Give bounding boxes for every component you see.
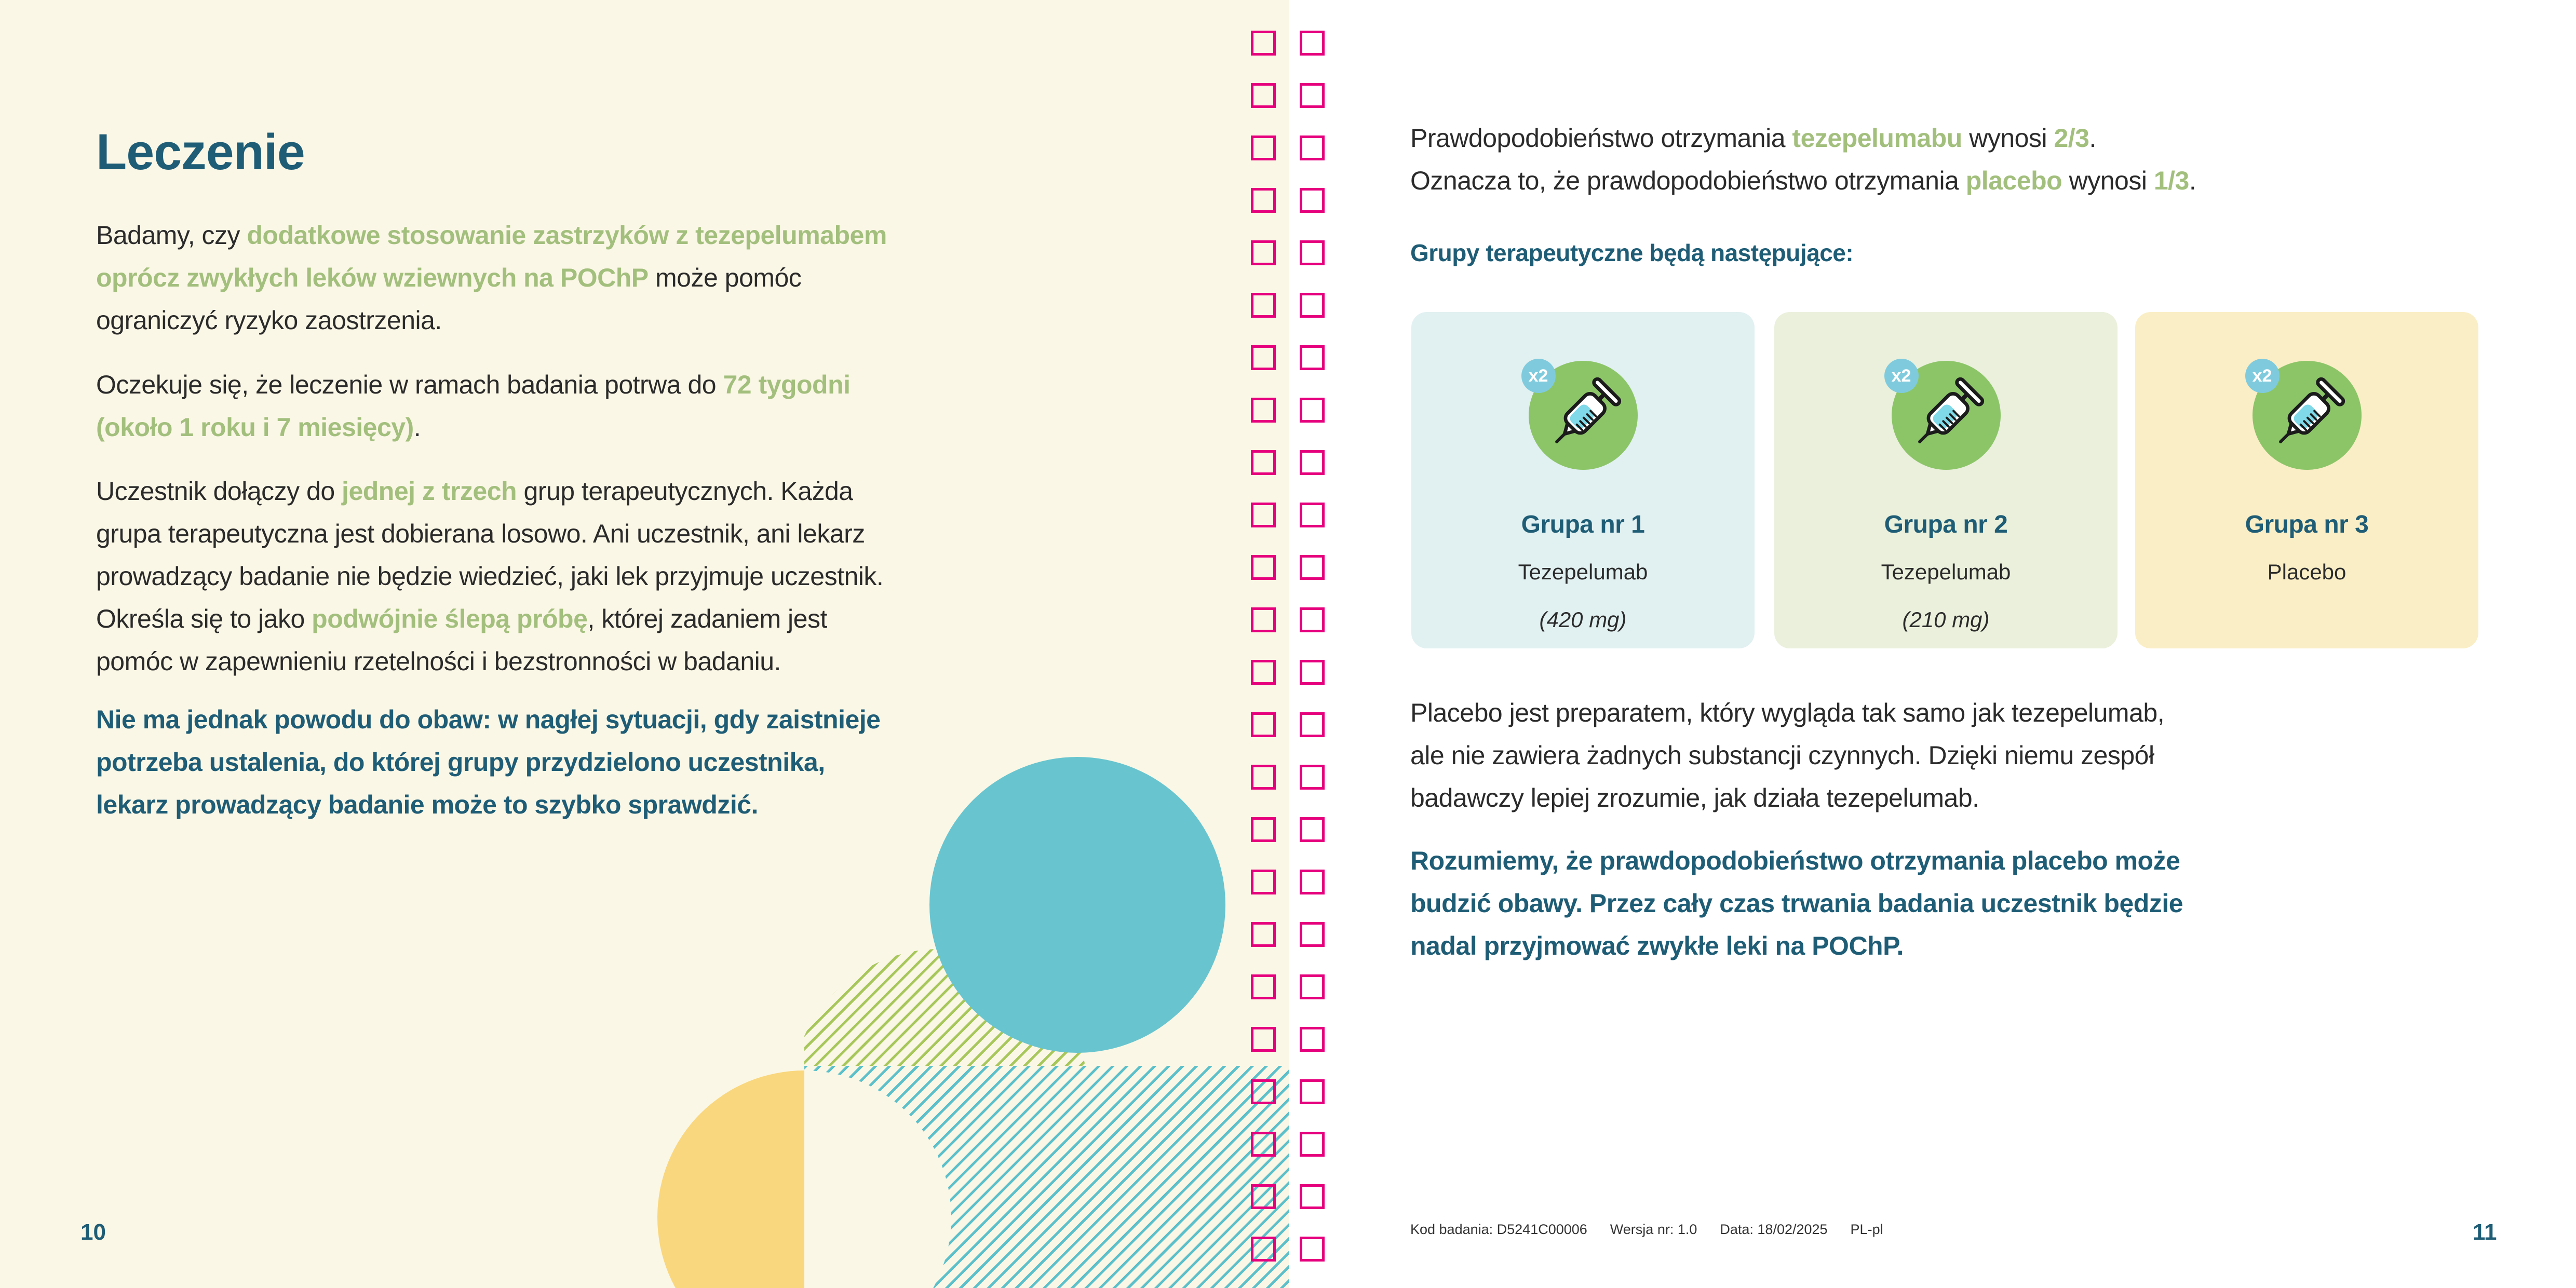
deco-square: [1251, 922, 1276, 947]
card-group-2-drug: Tezepelumab: [1881, 560, 2011, 584]
page-title: Leczenie: [96, 124, 305, 180]
deco-square: [1251, 607, 1276, 632]
page-number-left: 10: [80, 1219, 106, 1245]
footer-item: Kod badania: D5241C00006: [1410, 1222, 1587, 1237]
deco-square: [1251, 1027, 1276, 1052]
deco-square: [1300, 712, 1325, 737]
deco-square: [1251, 765, 1276, 790]
deco-square: [1251, 1237, 1276, 1262]
deco-square: [1251, 240, 1276, 265]
paragraph-placebo-reassurance: Rozumiemy, że prawdopodobieństwo otrzymania placebo może budzić obawy. Przez cały czas trwania badania uczestnik będzie nadal przyjmować zwykłe leki na POChP.: [1410, 846, 2183, 960]
deco-square: [1300, 660, 1325, 685]
card-group-3-drug: Placebo: [2267, 560, 2346, 584]
deco-square: [1251, 660, 1276, 685]
deco-square: [1300, 1027, 1325, 1052]
deco-square: [1300, 555, 1325, 580]
card-group-1-dose: (420 mg): [1539, 607, 1627, 632]
deco-square: [1251, 188, 1276, 213]
deco-square: [1251, 555, 1276, 580]
deco-square: [1300, 293, 1325, 318]
footer-item: PL-pl: [1850, 1222, 1883, 1237]
card-group-1-title: Grupa nr 1: [1521, 511, 1645, 538]
deco-square: [1251, 293, 1276, 318]
deco-square: [1300, 1079, 1325, 1104]
deco-square: [1300, 922, 1325, 947]
deco-square: [1251, 398, 1276, 423]
deco-square: [1300, 1132, 1325, 1157]
deco-square: [1300, 31, 1325, 56]
deco-square: [1251, 1132, 1276, 1157]
deco-square: [1300, 135, 1325, 160]
paragraph-placebo-explanation: Placebo jest preparatem, który wygląda tak samo jak tezepelumab, ale nie zawiera żadnych substancji czynnych. Dzięki niemu zespół badawczy lepiej zrozumie, jak działa tezepelumab.: [1410, 698, 2165, 812]
deco-square: [1300, 345, 1325, 370]
deco-square: [1251, 83, 1276, 108]
x2-badge: x2: [1884, 359, 1919, 393]
x2-badge: x2: [1521, 359, 1556, 393]
page-number-right: 11: [2473, 1219, 2497, 1245]
deco-square: [1251, 1184, 1276, 1209]
deco-square: [1300, 83, 1325, 108]
paragraph-probability: Prawdopodobieństwo otrzymania tezepelumabu wynosi 2/3. Oznacza to, że prawdopodobieństwo otrzymania placebo wynosi 1/3.: [1410, 124, 2196, 195]
deco-square: [1300, 240, 1325, 265]
deco-square: [1251, 1079, 1276, 1104]
paragraph-unblinding-reassurance: Nie ma jednak powodu do obaw: w nagłej sytuacji, gdy zaistnieje potrzeba ustalenia, do której grupy przydzielono uczestnika, lekarz prowadzący badanie może to szybko sprawdzić.: [96, 705, 881, 819]
card-group-2-title: Grupa nr 2: [1884, 511, 2008, 538]
deco-square: [1300, 503, 1325, 527]
deco-square: [1300, 870, 1325, 894]
deco-square: [1300, 817, 1325, 842]
deco-square: [1300, 1184, 1325, 1209]
card-group-3-title: Grupa nr 3: [2245, 511, 2369, 538]
paragraph-randomization: Uczestnik dołączy do jednej z trzech grup terapeutycznych. Każda grupa terapeutyczna jest dobierana losowo. Ani uczestnik, ani lekarz prowadzący badanie nie będzie wiedzieć, jaki lek przyjmuje uczestnik. Określa się to jako podwójnie ślepą próbę, której zadaniem jest pomóc w zapewnieniu rzetelności i bezstronności w badaniu.: [96, 477, 884, 676]
deco-square: [1300, 1237, 1325, 1262]
deco-square: [1251, 450, 1276, 475]
footer-item: Wersja nr: 1.0: [1610, 1222, 1697, 1237]
deco-square: [1251, 712, 1276, 737]
deco-square: [1251, 31, 1276, 56]
footer-item: Data: 18/02/2025: [1720, 1222, 1828, 1237]
card-group-2-dose: (210 mg): [1902, 607, 1990, 632]
deco-square: [1251, 974, 1276, 999]
deco-square: [1300, 607, 1325, 632]
deco-square: [1300, 765, 1325, 790]
deco-square: [1251, 870, 1276, 894]
deco-square: [1251, 817, 1276, 842]
deco-square: [1251, 135, 1276, 160]
paragraph-duration: Oczekuje się, że leczenie w ramach badania potrwa do 72 tygodni (około 1 roku i 7 miesięcy).: [96, 370, 851, 442]
deco-square: [1251, 503, 1276, 527]
deco-square: [1300, 398, 1325, 423]
deco-square: [1300, 188, 1325, 213]
deco-square: [1300, 974, 1325, 999]
groups-heading: Grupy terapeutyczne będą następujące:: [1410, 239, 1854, 266]
paragraph-study-purpose: Badamy, czy dodatkowe stosowanie zastrzyków z tezepelumabem oprócz zwykłych leków wziewnych na POChP może pomóc ograniczyć ryzyko zaostrzenia.: [96, 221, 887, 335]
x2-badge: x2: [2245, 359, 2280, 393]
deco-square: [1251, 345, 1276, 370]
card-group-1-drug: Tezepelumab: [1518, 560, 1648, 584]
deco-square: [1300, 450, 1325, 475]
